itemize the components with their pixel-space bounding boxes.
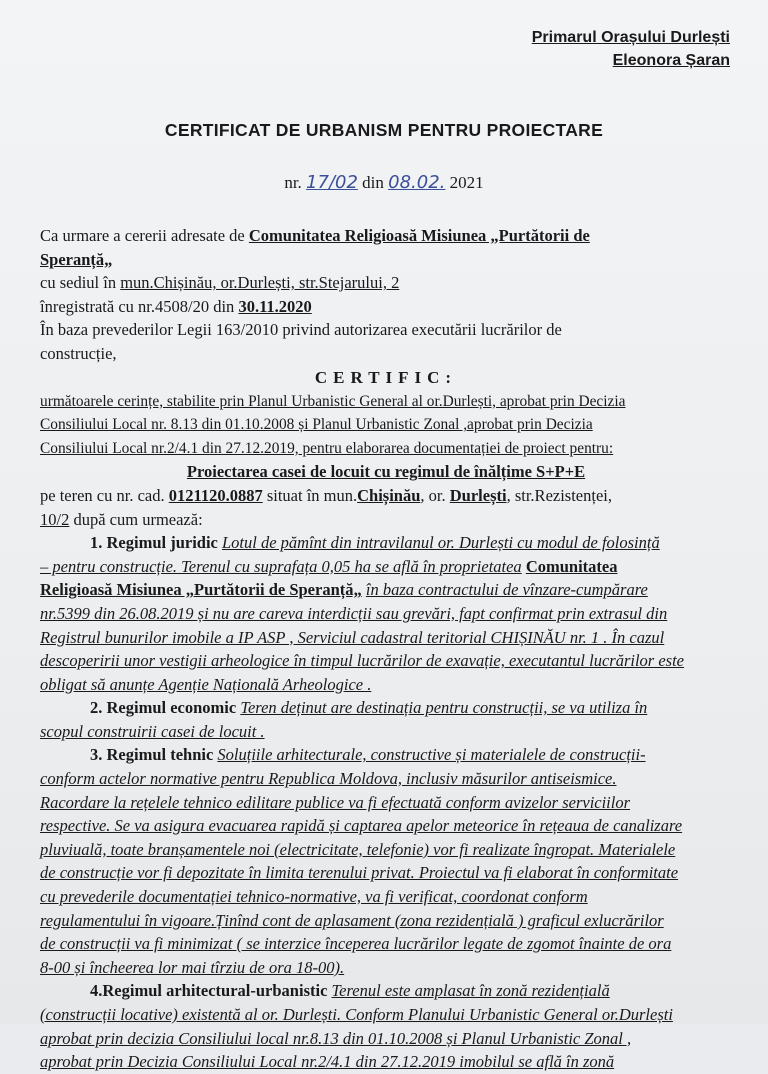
section-2-line-1: 2. Regimul economic Teren deținut are destinația pentru construcții, se va utiliza în xyxy=(90,698,648,718)
intro-line-4: înregistrată cu nr.4508/20 din 30.11.2020 xyxy=(40,296,312,316)
document-body xyxy=(40,224,732,1074)
section-3-line-2: conform actelor normative pentru Republica Moldova, inclusiv măsurilor antiseismice. xyxy=(40,769,617,789)
intro-line-6: construcție, xyxy=(40,343,117,363)
applicant-address: mun.Chișinău, or.Durlești, str.Stejarului, 2 xyxy=(120,273,400,293)
section-4-line-1: 4.Regimul arhitectural-urbanistic Terenul este amplasat în zonă rezidențială xyxy=(90,981,610,1001)
section-3-line-5: pluviuală, toate branșamentele noi (electricitate, telefonie) vor fi realizate îngropat. Materialele xyxy=(40,839,676,859)
section-2-label: 2. Regimul economic xyxy=(90,698,237,718)
intro-line-5: În baza prevederilor Legii 163/2010 privind autorizarea executării lucrărilor de xyxy=(40,320,562,340)
section-4-line-2: (construcții locative) existentă al or. Durlești. Conform Planului Urbanistic General or.Durlești xyxy=(40,1005,673,1024)
requirements-line-3: Consiliului Local nr.2/4.1 din 27.12.2019, pentru elaborarea documentației de proiect pentru: xyxy=(40,439,614,457)
section-3-line-4: respective. Se va asigura evacuarea rapidă și captarea apelor meteorice în rețeaua de canalizare xyxy=(40,816,683,836)
registration-date: 30.11.2020 xyxy=(238,296,312,316)
section-4-line-4: aprobat prin Decizia Consiliului Local nr.2/4.1 din 27.12.2019 imobilul se află în zonă xyxy=(40,1052,615,1072)
intro-line-1: Ca urmare a cererii adresate de Comunitatea Religioasă Misiunea „Purtătorii de xyxy=(40,226,590,245)
din-label: din xyxy=(362,173,384,192)
section-1-line-3: Religioasă Misiunea „Purtătorii de Speranță„ în baza contractului de vînzare-cumpărare xyxy=(40,580,648,600)
cadastral-line: pe teren cu nr. cad. 0121120.0887 situat în mun.Chișinău, or. Durlești, str.Rezistenței, xyxy=(40,485,612,505)
nr-prefix: nr. xyxy=(284,173,302,192)
document-title: CERTIFICAT DE URBANISM PENTRU PROIECTARE xyxy=(164,120,604,140)
section-2-line-2: scopul construirii casei de locuit . xyxy=(40,721,265,741)
requirements-line-1: următoarele cerințe, stabilite prin Planul Urbanistic General al or.Durlești, aprobat prin Decizia xyxy=(40,392,626,410)
project-title: Proiectarea casei de locuit cu regimul de înălțime S+P+E xyxy=(186,462,586,482)
intro-line-3: cu sediul în mun.Chișinău, or.Durlești, str.Stejarului, 2 xyxy=(40,273,400,293)
section-3-line-8: regulamentului în vigoare.Ținînd cont de aplasament (zona rezidențială ) graficul exlucrărilor xyxy=(40,910,664,930)
nr-handwritten: 17/02 xyxy=(306,172,358,193)
applicant-name: Comunitatea Religioasă Misiunea „Purtătorii de xyxy=(248,226,590,245)
cadastral-number: 0121120.0887 xyxy=(168,485,263,505)
section-1-line-6: descoperirii unor vestigii arheologice în timpul lucrărilor de exavație, executantul lucrărilor este xyxy=(40,651,684,671)
cadastral-line-2: 10/2 după cum urmează: xyxy=(40,509,203,529)
section-3-line-3: Racordare la rețelele tehnico edilitare publice va fi efectuată conform avizelor serviciilor xyxy=(40,792,631,812)
section-3-line-9: de construcții va fi minimizat ( se interzice începerea lucrărilor legate de zgomot înainte de ora xyxy=(40,934,672,954)
requirements-line-2: Consiliului Local nr. 8.13 din 01.10.2008 și Planul Urbanistic Zonal ,aprobat prin Decizia xyxy=(40,416,593,434)
section-4-label: 4.Regimul arhitectural-urbanistic xyxy=(90,981,328,1001)
mayor-office: Primarul Orașului Durlești xyxy=(531,29,730,46)
certific-heading: CERTIFIC: xyxy=(314,367,458,387)
section-1-line-5: Registrul bunurilor imobile a IP ASP , Serviciul cadastral teritorial CHIȘINĂU nr. 1 . În cazul xyxy=(40,627,665,647)
section-3-line-6: de construcție vor fi depozitate în limita terenului privat. Proiectul va fi elaborat în conformitate xyxy=(40,863,679,883)
section-1-line-2: – pentru construcție. Terenul cu suprafața 0,05 ha se află în proprietatea Comunitatea xyxy=(40,556,618,576)
section-1-label: 1. Regimul juridic xyxy=(90,533,218,553)
section-4-line-3: aprobat prin decizia Consiliului local nr.8.13 din 01.10.2008 și Planul Urbanistic Zonal , xyxy=(40,1028,632,1048)
section-3-line-10: 8-00 și încheerea lor mai tîrziu de ora 18-00). xyxy=(40,957,345,977)
certificate-number-line xyxy=(0,172,768,193)
intro-line-2: Speranță„ xyxy=(40,249,113,269)
section-3-line-1: 3. Regimul tehnic Soluțiile arhitecturale, constructive și materialele de construcții- xyxy=(90,745,646,765)
section-3-label: 3. Regimul tehnic xyxy=(90,745,214,765)
section-1-line-1: 1. Regimul juridic Lotul de pămînt din intravilanul or. Durlești cu modul de folosință xyxy=(90,533,660,553)
mayor-signature-block xyxy=(532,26,730,72)
section-3-line-7: cu prevederile documentației tehnico-normative, va fi verificat, coordonat conform xyxy=(40,887,588,907)
mayor-name: Eleonora Șaran xyxy=(612,52,730,69)
year: 2021 xyxy=(449,173,484,192)
section-1-line-7: obligat să anunțe Agenție Națională Arheologice . xyxy=(40,674,372,694)
section-1-line-4: nr.5399 din 26.08.2019 și nu are careva interdicții sau grevări, fapt confirmat prin extrasul din xyxy=(40,603,668,623)
date-handwritten: 08.02. xyxy=(388,172,446,193)
